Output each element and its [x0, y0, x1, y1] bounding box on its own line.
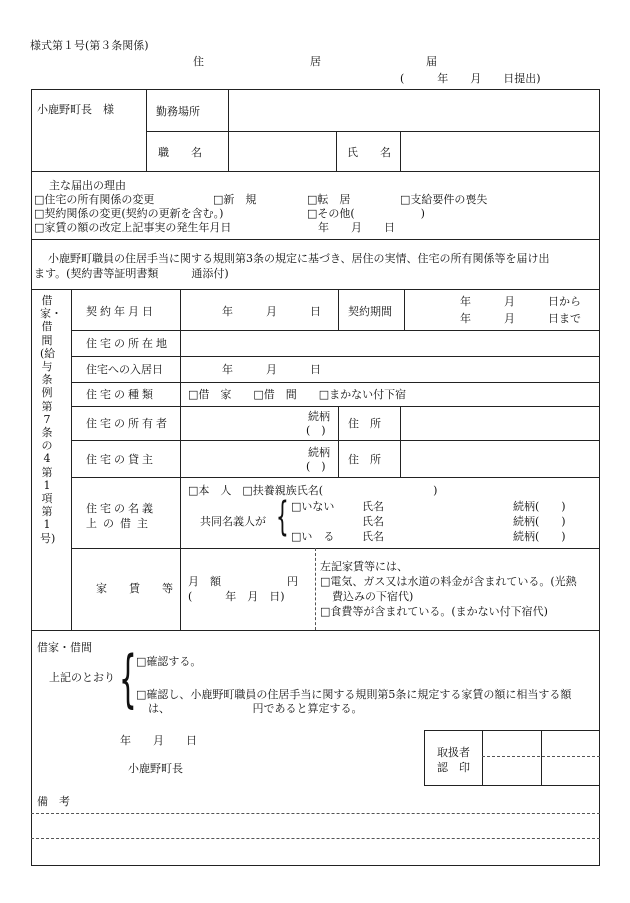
reason-new[interactable]: □新 規	[213, 193, 257, 206]
lessee-label-1: 住宅の名義	[86, 502, 156, 515]
confirm-option-2b: は、 円であると算定する。	[148, 702, 363, 715]
type-options[interactable]: □借 家 □借 間 □まかない付下宿	[188, 388, 407, 401]
addressee: 小鹿野町長 様	[37, 103, 114, 116]
joint-name-2: 氏名	[362, 515, 384, 528]
move-in-value: 年 月 日	[222, 363, 321, 376]
rent-label: 家 賃 等	[96, 582, 173, 595]
statement-line-1: 小鹿野町職員の住居手当に関する規則第3条の規定に基づき、居住の実情、住宅の所有関係等を届け出	[48, 252, 550, 265]
confirm-option-2[interactable]: □確認し、小鹿野町職員の住居手当に関する規則第5条に規定する家賃の額に相当する額	[136, 688, 572, 701]
form-number: 様式第１号(第３条関係)	[30, 39, 149, 52]
lender-label: 住宅の貸主	[86, 453, 156, 466]
owner-relation: 続柄	[308, 410, 330, 423]
owner-label: 住宅の所有者	[86, 417, 170, 430]
position-label: 職 名	[158, 146, 202, 159]
reason-rent-date: 年 月 日	[318, 221, 395, 234]
joint-none[interactable]: □いない	[291, 500, 335, 513]
reason-loss[interactable]: □支給要件の喪失	[400, 193, 488, 206]
confirm-heading: 借家・借間	[37, 641, 92, 654]
submission-date: ( 年 月 日提出)	[400, 72, 541, 85]
name-label: 氏 名	[347, 146, 391, 159]
handler-label: 取扱者	[437, 746, 470, 759]
rent-monthly: 月 額 円	[188, 575, 298, 588]
lessee-label-2: 上の借主	[86, 517, 154, 530]
type-label: 住宅の種類	[86, 388, 156, 401]
rent-includes: 左記家賃等には、	[320, 560, 408, 573]
contract-date-label: 契約年月日	[86, 305, 156, 318]
brace-joint: {	[276, 494, 289, 540]
location-label: 住宅の所在地	[86, 337, 170, 350]
title-char-3: 届	[426, 55, 437, 68]
confirm-date: 年 月 日	[120, 734, 197, 747]
statement-line-2: ます。(契約書等証明書類 通添付)	[34, 267, 229, 280]
lessee-self[interactable]: □本 人 □扶養親族氏名( )	[188, 484, 438, 497]
joint-exists[interactable]: □い る	[291, 530, 335, 543]
joint-rel-1: 続柄( )	[513, 500, 566, 513]
brace-confirm: {	[119, 642, 137, 715]
reason-rent[interactable]: □家賃の額の改定上記事実の発生年月日	[34, 221, 232, 234]
confirm-label: 上記のとおり	[49, 671, 115, 684]
contract-period-label: 契約期間	[348, 305, 392, 318]
joint-rel-3: 続柄( )	[513, 530, 566, 543]
confirm-option-1[interactable]: □確認する。	[136, 655, 202, 668]
reason-ownership[interactable]: □住宅の所有関係の変更	[34, 193, 155, 206]
title-char-1: 住	[193, 55, 204, 68]
workplace-label: 勤務場所	[156, 105, 200, 118]
reason-other[interactable]: □その他( )	[307, 207, 425, 220]
side-label: 借家・借間(給与条例第7条の4第1項第1号)	[40, 294, 62, 545]
reasons-heading: 主な届出の理由	[49, 179, 126, 192]
rent-include-utilities-2: 費込みの下宿代)	[332, 590, 414, 603]
lender-relation-paren: ( )	[306, 460, 326, 473]
joint-name-3: 氏名	[362, 530, 384, 543]
joint-label: 共同名義人が	[200, 515, 266, 528]
lender-address-label: 住 所	[348, 453, 381, 466]
lender-relation: 続柄	[308, 446, 330, 459]
seal-label: 認 印	[437, 761, 470, 774]
remarks-label: 備 考	[37, 795, 70, 808]
mayor-label: 小鹿野町長	[128, 762, 183, 775]
reason-contract[interactable]: □契約関係の変更(契約の更新を含む。)	[34, 207, 224, 220]
rent-date: ( 年 月 日)	[188, 590, 285, 603]
joint-rel-2: 続柄( )	[513, 515, 566, 528]
title-char-2: 居	[310, 55, 321, 68]
rent-include-meals[interactable]: □食費等が含まれている。(まかない付下宿代)	[320, 605, 548, 618]
joint-name-1: 氏名	[362, 500, 384, 513]
period-to: 年 月 日まで	[460, 312, 581, 325]
rent-include-utilities[interactable]: □電気、ガス又は水道の料金が含まれている。(光熱	[320, 575, 577, 588]
reason-move[interactable]: □転 居	[307, 193, 351, 206]
contract-date-value: 年 月 日	[222, 305, 321, 318]
period-from: 年 月 日から	[460, 295, 581, 308]
owner-address-label: 住 所	[348, 417, 381, 430]
move-in-label: 住宅への入居日	[86, 363, 163, 376]
owner-relation-paren: ( )	[306, 424, 326, 437]
